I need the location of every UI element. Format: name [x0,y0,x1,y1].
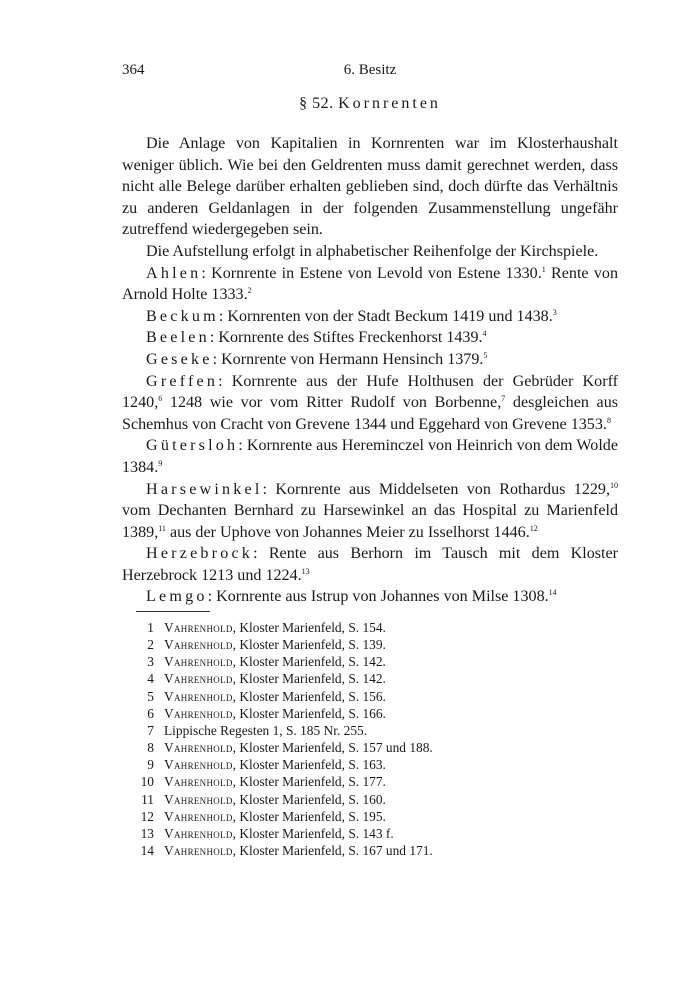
entry-text: Kornrente in Estene von Levold von Estene 1330. [211,264,542,282]
page-number: 364 [122,62,145,78]
entry-text: Kornrente aus Hereminczel von Heinrich von dem Wolde 1384. [122,437,618,476]
footnote-text [164,653,386,670]
footnote [132,619,618,636]
footnote-number: 11 [141,791,154,807]
footnote-author: Vahrenhold [164,654,233,670]
footnote-ref: 1 [541,264,546,274]
footnote-citation: , Kloster Marienfeld, S. 160. [232,791,386,807]
footnote-ref: 11 [158,523,166,533]
footnote [132,739,618,756]
footnote-author: Vahrenhold [164,791,233,807]
footnote-citation: , Kloster Marienfeld, S. 167 und 171. [232,843,433,859]
footnote-citation: , Kloster Marienfeld, S. 157 und 188. [232,740,433,756]
footnote-text [164,670,386,687]
footnote-text [164,739,433,756]
footnote-ref: 14 [548,588,557,598]
footnote-number: 6 [147,705,154,721]
intro-paragraph: Die Aufstellung erfolgt in alphabetischer Reihenfolge der Kirchspiele. [146,242,599,260]
footnotes [132,619,618,859]
footnote [132,653,618,670]
footnote [132,705,618,722]
parish-entry: Gütersloh: Kornrente aus Hereminczel von Heinrich von dem Wolde 1384.$^9$ [122,437,618,476]
footnote-text [164,722,367,739]
footnote-author: Vahrenhold [164,808,233,824]
footnote-author: Vahrenhold [164,757,233,773]
footnote-number: 14 [140,843,154,859]
footnote-author: Vahrenhold [164,688,233,704]
entry-text: Rente aus Berhorn im Tausch mit dem Kloster Herzebrock 1213 und 1224. [122,545,618,584]
entry-text: Kornrenten von der Stadt Beckum 1419 und 1438. [227,307,553,325]
footnote-citation: , Kloster Marienfeld, S. 163. [232,757,386,773]
footnote-number: 12 [140,808,154,824]
footnote [132,773,618,790]
parish-name: Beelen [146,329,210,347]
entry-text: 1248 wie vor vom Ritter Rudolf von Borbenne, [162,394,502,412]
parish-entry: Herzebrock: Rente aus Berhorn im Tausch mit dem Kloster Herzebrock 1213 und 1224.13 [122,545,618,584]
footnote-number: 9 [147,757,154,773]
footnote-text [164,773,386,790]
section-name: Kornrenten [338,95,441,112]
entry-text: Rente von Arnold Holte 1333. [122,264,619,304]
parish-entry: Greffen: Kornrente aus der Hufe Holthusen der Gebrüder Korff 1240,$^6$ 1248 wie vor vom Ritter Rudolf von Borbenne,$^7$ desgleichen aus Schemhus von Cracht von Grevene 1344 und Eggehard von Grevene 1353.$^8$ [122,372,619,433]
footnote-number: 8 [147,740,154,756]
footnote-number: 2 [147,637,154,653]
parish-entry: Lemgo: Kornrente aus Istrup von Johannes von Milse 1308.14 [146,588,557,606]
footnote [132,842,618,859]
page-header [122,62,618,82]
footnote-citation: , Kloster Marienfeld, S. 156. [232,688,386,704]
footnote-citation: , Kloster Marienfeld, S. 166. [232,705,386,721]
footnote-author: Vahrenhold [164,774,233,790]
footnote-ref: 5 [483,350,488,360]
parish-name: Greffen [146,372,219,390]
main-text [122,133,618,608]
footnote [132,670,618,687]
parish-name: Gütersloh [146,437,239,455]
footnote [132,808,618,825]
footnote-ref: 10 [610,480,618,490]
section-label: § 52. [299,95,334,112]
footnote-text [164,688,386,705]
entry-text: desgleichen aus Schemhus von Cracht von Grevene 1344 und Eggehard von Grevene 1353. [122,394,619,433]
footnote-ref: 4 [482,329,487,339]
footnote-number: 4 [147,671,154,687]
footnote-separator [136,611,210,612]
footnote [132,688,618,705]
footnote [132,791,618,808]
running-title: 6. Besitz [343,62,397,78]
footnote-ref: 13 [301,566,310,576]
entry-text: Kornrente aus Middelseten von Rothardus 1229, [275,480,610,498]
footnote-author: Vahrenhold [164,705,233,721]
parish-entry: Beckum: Kornrenten von der Stadt Beckum 1419 und 1438.$^3$ [146,307,557,325]
footnote-author: Vahrenhold [164,740,233,756]
footnote-citation: , Kloster Marienfeld, S. 142. [232,671,386,687]
footnote-author: Vahrenhold [164,671,233,687]
entry-text: Kornrente aus der Hufe Holthusen der Gebrüder Korff 1240, [122,372,619,412]
footnote-ref: 2 [247,286,252,296]
parish-entries [122,263,618,609]
footnote-ref: 6 [158,394,163,404]
section-heading [122,95,618,113]
footnote-author: Vahrenhold [164,843,233,859]
footnote-text [164,791,386,808]
footnote-text [164,636,386,653]
footnote-citation: , Kloster Marienfeld, S. 143 f. [232,825,394,841]
footnote [132,722,618,739]
footnote-text [164,619,386,636]
footnote-ref: 8 [606,415,611,425]
footnote [132,636,618,653]
footnote-text [164,842,433,859]
entry-text: Kornrente von Hermann Hensinch 1379. [221,350,484,368]
entry-text: Kornrente des Stiftes Freckenhorst 1439. [218,329,483,347]
footnote-citation: , Kloster Marienfeld, S. 154. [232,620,386,635]
footnote-text [164,705,386,722]
intro-paragraph: Die Anlage von Kapitalien in Kornrenten war im Klosterhaushalt weniger üblich. Wie bei den Geldrenten muss damit gerechnet werden, dass nicht alle Belege darüber erhalten geblieben sind, doch dürfte das Verhältnis zu anderen Geldanlagen in der folgenden Zusammenstellung ungefähr zutreffend wiedergegeben sein. [122,135,618,239]
entry-text: Kornrente aus Istrup von Johannes von Milse 1308. [216,588,549,606]
footnote-text [164,756,386,773]
footnote-number: 3 [147,654,154,670]
parish-entry: Geseke: Kornrente von Hermann Hensinch 1379.$^5$ [146,350,488,368]
footnote-author: Vahrenhold [164,620,233,635]
footnote-ref: 12 [529,523,538,533]
footnote-author: Vahrenhold [164,637,233,653]
footnote-ref: 7 [501,394,506,404]
parish-entry: Harsewinkel: Kornrente aus Middelseten von Rothardus 1229,10 vom Dechanten Bernhard zu Harsewinkel an das Hospital zu Marienfeld 1389,11 aus der Uphove von Johannes Meier zu Isselhorst 1446.12 [122,480,618,541]
footnote-citation: Lippische Regesten 1, S. 185 Nr. 255. [164,722,368,738]
parish-name: Harsewinkel [146,480,263,498]
parish-name: Lemgo [146,588,208,606]
parish-entry: Ahlen: Kornrente in Estene von Levold von Estene 1330.$^1$ Rente von Arnold Holte 1333.$^2$ [122,264,619,304]
footnote-text [164,825,394,842]
footnote-number: 1 [147,620,154,635]
footnote-citation: , Kloster Marienfeld, S. 139. [232,637,386,653]
parish-name: Herzebrock [146,545,254,563]
entry-text: aus der Uphove von Johannes Meier zu Isselhorst 1446. [165,523,530,541]
footnote-citation: , Kloster Marienfeld, S. 195. [232,808,386,824]
footnote-citation: , Kloster Marienfeld, S. 142. [232,654,386,670]
parish-name: Ahlen [146,264,202,282]
footnote-ref: 3 [552,307,557,317]
footnote-number: 10 [140,774,154,790]
parish-name: Beckum [146,307,219,325]
footnote [132,825,618,842]
footnote-text [164,808,386,825]
entry-text: vom Dechanten Bernhard zu Harsewinkel an das Hospital zu Marienfeld 1389, [122,502,618,541]
parish-entry: Beelen: Kornrente des Stiftes Freckenhorst 1439.$^4$ [146,329,487,347]
footnote-number: 13 [140,825,154,841]
footnote-author: Vahrenhold [164,825,233,841]
footnote [132,756,618,773]
footnote-citation: , Kloster Marienfeld, S. 177. [232,774,386,790]
footnote-ref: 9 [158,458,163,468]
footnote-number: 7 [147,722,154,738]
parish-name: Geseke [146,350,213,368]
footnote-number: 5 [147,688,154,704]
